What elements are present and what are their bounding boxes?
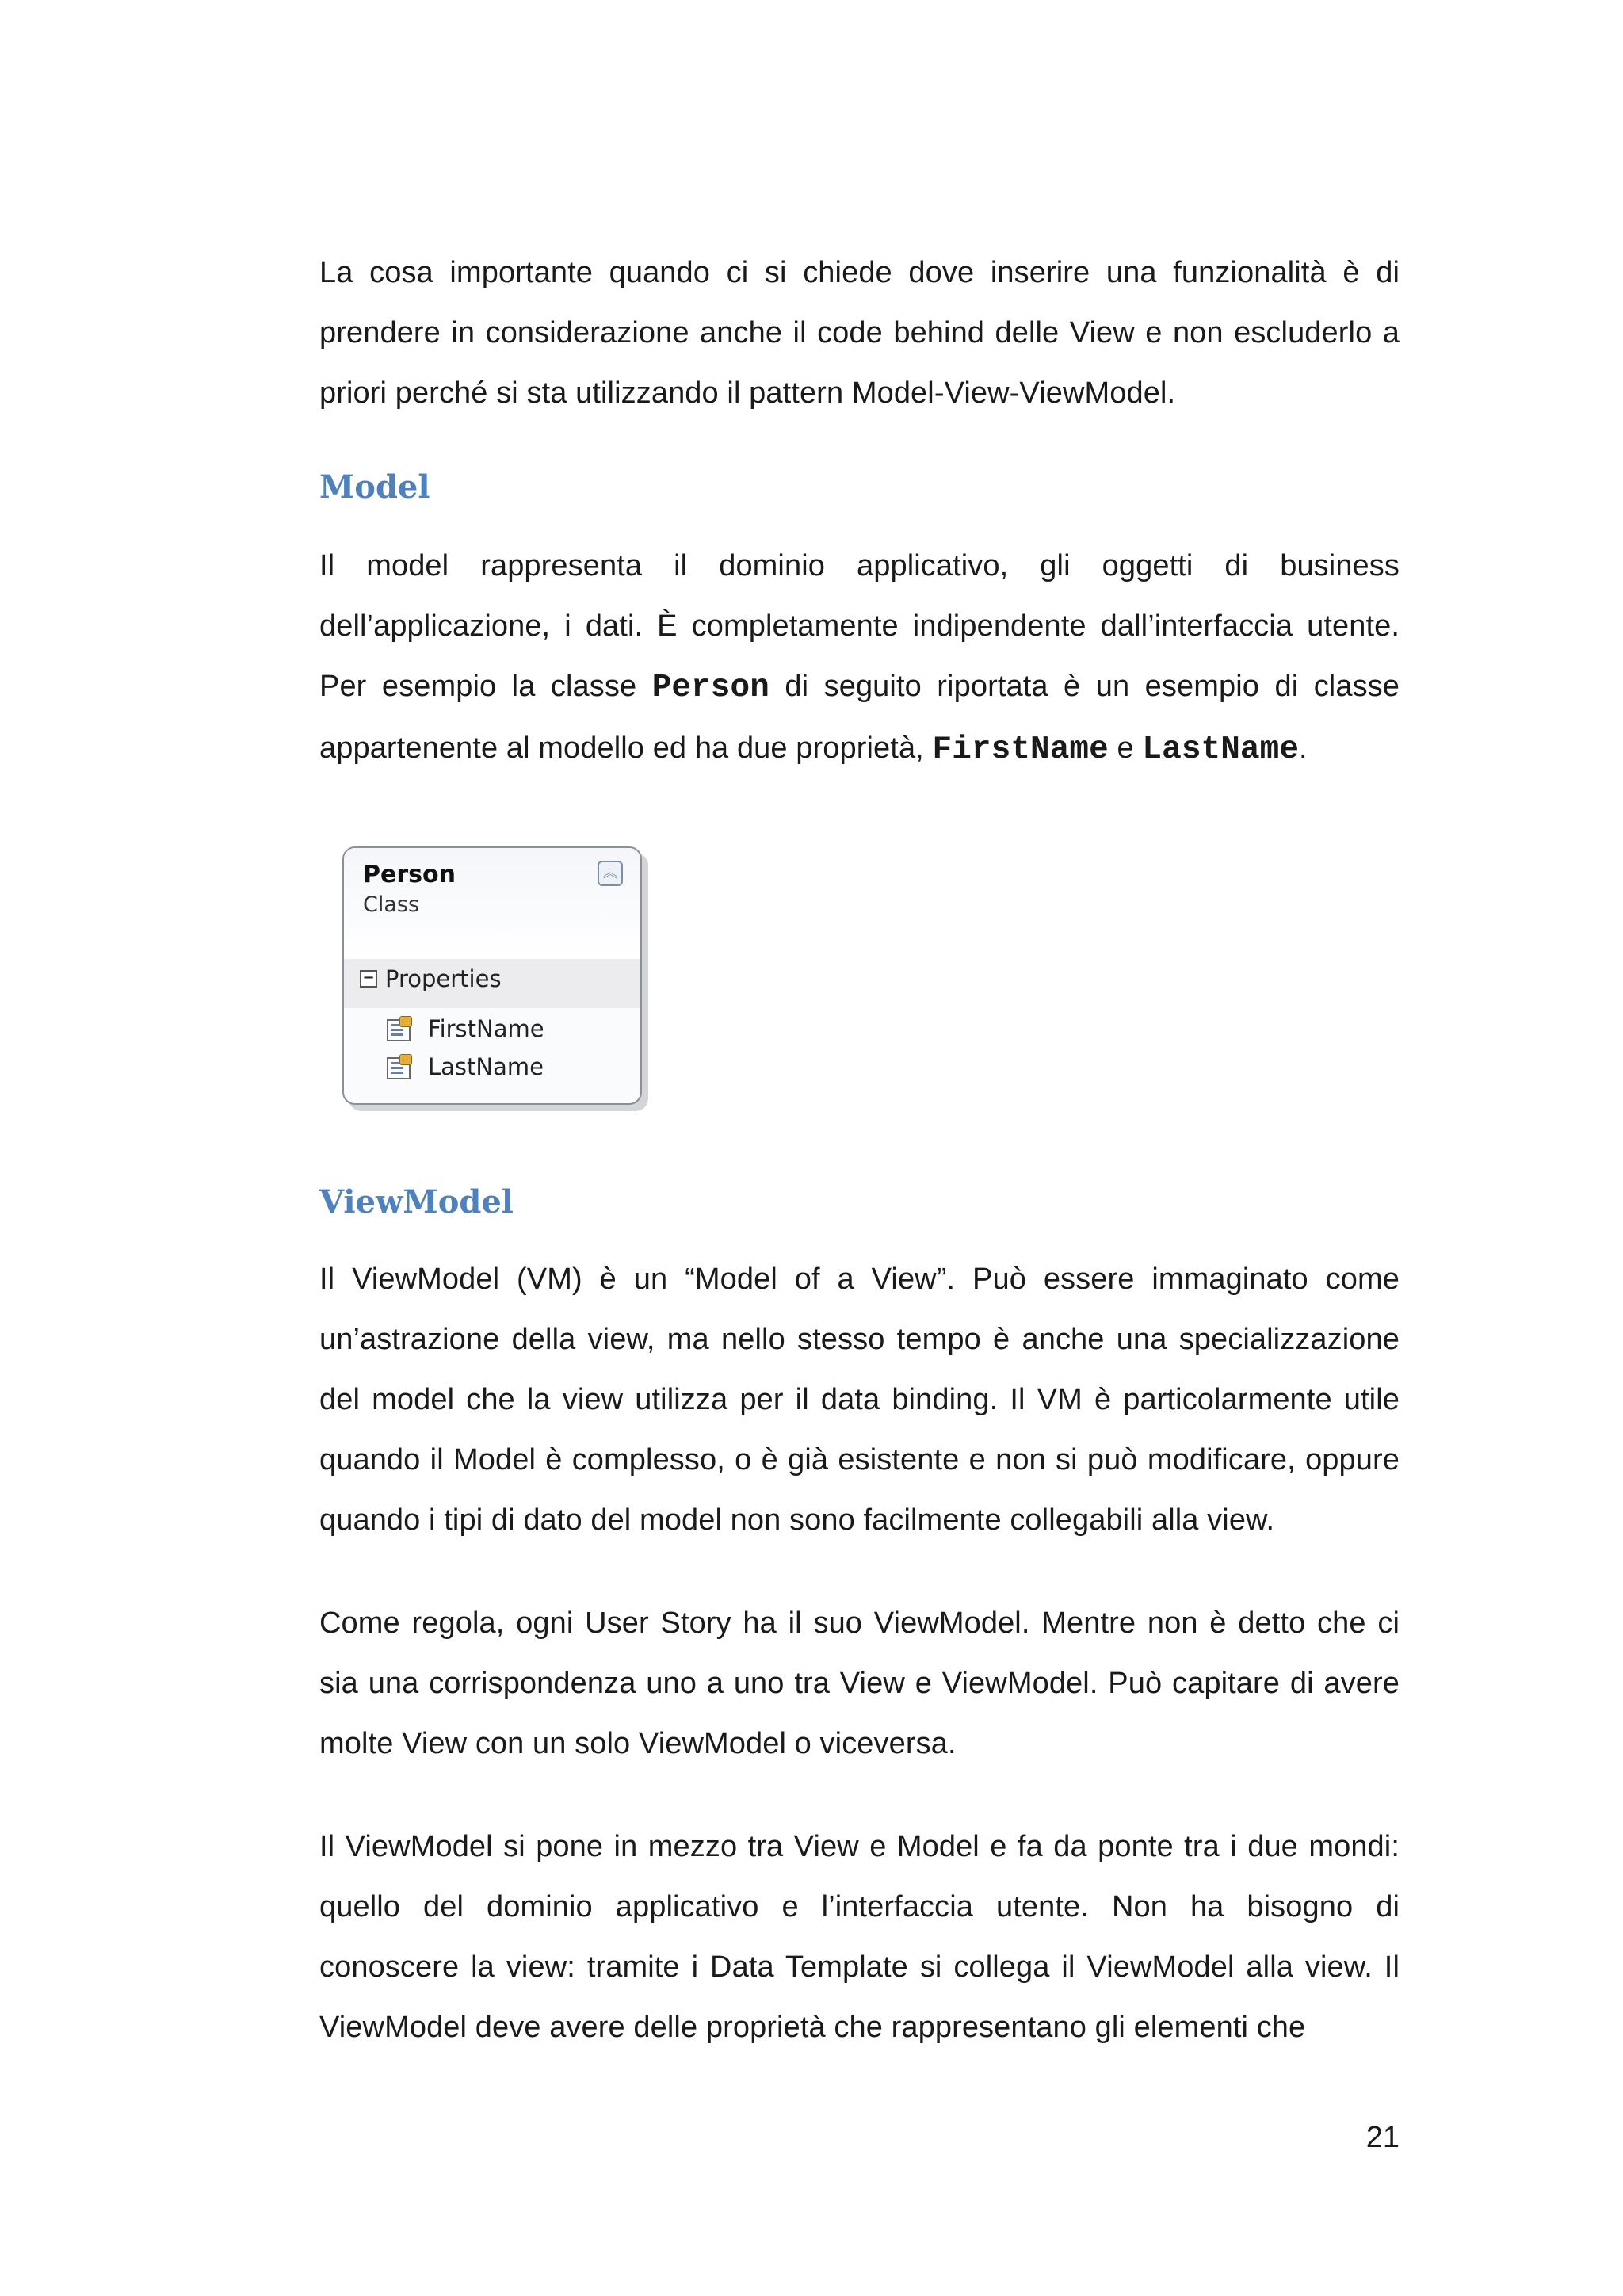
paragraph-model bbox=[319, 536, 1400, 780]
model-text-3: e bbox=[1108, 732, 1143, 765]
collapse-chevron-icon[interactable]: ︽ bbox=[598, 861, 623, 886]
page-number: 21 bbox=[1365, 2121, 1400, 2154]
class-diagram-person bbox=[342, 846, 642, 1105]
property-row-firstname bbox=[385, 1013, 544, 1045]
paragraph-viewmodel-definition: Il ViewModel (VM) è un “Model of a View”. Può essere immaginato come un’astrazione della view, ma nello stesso tempo è anche una specializzazione del model che la view utilizza per il data binding. Il VM è particolarmente utile quando il Model è complesso, o è già esistente e non si può modificare, oppure quando i tipi di dato del model non sono facilmente collegabili alla view. bbox=[319, 1263, 1400, 1537]
properties-section-label: Properties bbox=[385, 965, 502, 992]
paragraph-viewmodel-bridge: Il ViewModel si pone in mezzo tra View e Model e fa da ponte tra i due mondi: quello del dominio applicativo e l’interfaccia utente. Non ha bisogno di conoscere la view: tramite i Data Template si collega il ViewModel alla view. Il ViewModel deve avere delle proprietà che rappresentano gli elementi che bbox=[319, 1830, 1400, 2044]
property-label: LastName bbox=[428, 1053, 544, 1080]
class-header bbox=[344, 848, 640, 959]
property-icon bbox=[385, 1054, 412, 1079]
class-kind: Class bbox=[363, 892, 420, 917]
class-name: Person bbox=[363, 861, 456, 888]
model-text-1: Il model rappresenta il dominio applicativo, gli oggetti di business dell’applicazione, i dati. È completamente indipendente dall’interfaccia utente. Per esempio la classe bbox=[319, 549, 1400, 703]
code-lastname: LastName bbox=[1142, 732, 1300, 768]
paragraph-user-story: Come regola, ogni User Story ha il suo ViewModel. Mentre non è detto che ci sia una corrispondenza uno a uno tra View e ViewModel. Può capitare di avere molte View con un solo ViewModel o viceversa. bbox=[319, 1606, 1400, 1760]
code-person: Person bbox=[651, 670, 769, 706]
model-text-2: di seguito riportata è un esempio di classe appartenente al modello ed ha due proprietà, bbox=[319, 670, 1400, 765]
property-icon bbox=[385, 1016, 412, 1041]
heading-model: Model bbox=[319, 468, 430, 506]
collapse-section-icon[interactable]: − bbox=[360, 970, 377, 988]
paragraph-intro: La cosa importante quando ci si chiede dove inserire una funzionalità è di prendere in considerazione anche il code behind delle View e non escluderlo a priori perché si sta utilizzando il pattern Model-View-ViewModel. bbox=[319, 256, 1400, 410]
heading-viewmodel: ViewModel bbox=[319, 1183, 514, 1221]
property-label: FirstName bbox=[428, 1015, 544, 1042]
code-firstname: FirstName bbox=[932, 732, 1109, 768]
model-text-4: . bbox=[1299, 732, 1308, 765]
property-row-lastname bbox=[385, 1051, 544, 1083]
